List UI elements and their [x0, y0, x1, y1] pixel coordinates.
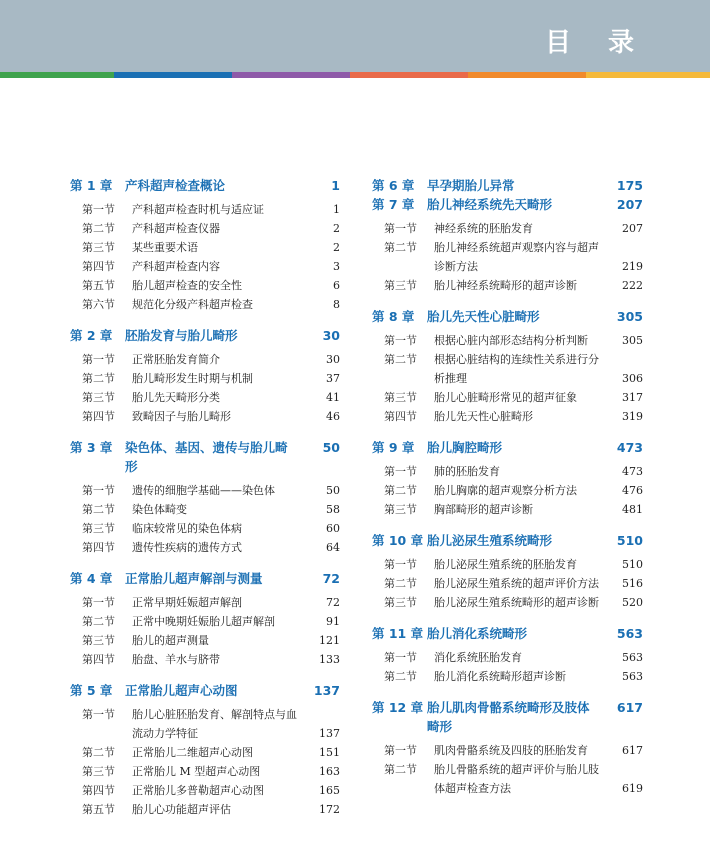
- section-title: 肺的胚胎发育: [434, 465, 500, 478]
- section-row: [70, 350, 340, 369]
- section-page: 58: [326, 503, 340, 516]
- section-row: [372, 648, 643, 667]
- chapter-page: 50: [322, 440, 340, 455]
- section-title: 胎儿泌尿生殖系统畸形的超声诊断: [434, 596, 599, 609]
- section-number: 第三节: [384, 503, 417, 516]
- chapter-title: 胎儿胸腔畸形: [427, 440, 503, 455]
- section-row: [372, 350, 643, 388]
- section-title: 染色体畸变: [132, 503, 187, 516]
- section-number: 第四节: [384, 410, 417, 423]
- section-page: 30: [326, 353, 340, 366]
- chapter-page: 72: [322, 571, 340, 586]
- section-page: 72: [326, 596, 340, 609]
- toc-left-column: [70, 176, 340, 831]
- toc-right-column: [372, 176, 643, 810]
- section-title: 正常早期妊娠超声解剖: [132, 596, 242, 609]
- section-number: 第四节: [82, 653, 115, 666]
- chapter-page: 617: [616, 700, 643, 715]
- chapter-block: [372, 698, 643, 798]
- section-page: 91: [326, 615, 340, 628]
- section-row: [372, 219, 643, 238]
- section-row: [70, 257, 340, 276]
- section-row: [70, 612, 340, 631]
- chapter-page: 563: [616, 626, 643, 641]
- section-title: 胎儿神经系统畸形的超声诊断: [434, 279, 577, 292]
- section-row: [70, 705, 340, 743]
- section-row: [70, 631, 340, 650]
- stripe-segment: [468, 72, 586, 78]
- section-page: 151: [319, 746, 340, 759]
- section-number: 第一节: [82, 353, 115, 366]
- chapter-page: 175: [616, 178, 643, 193]
- section-page: 2: [333, 241, 340, 254]
- chapter-page: 1: [331, 178, 340, 193]
- section-page: 137: [319, 727, 340, 740]
- section-page: 41: [326, 391, 340, 404]
- chapter-block: [372, 531, 643, 612]
- section-row: [70, 219, 340, 238]
- chapter-page: 137: [313, 683, 340, 698]
- section-number: 第二节: [384, 484, 417, 497]
- section-title: 胎儿先天性心脏畸形: [434, 410, 533, 423]
- section-row: [70, 593, 340, 612]
- section-title: 胎儿神经系统超声观察内容与超声诊断方法: [434, 241, 599, 273]
- section-number: 第二节: [82, 372, 115, 385]
- section-page: 563: [622, 670, 643, 683]
- section-title: 根据心脏结构的连续性关系进行分析推理: [434, 353, 599, 385]
- section-page: 473: [622, 465, 643, 478]
- chapter-heading: [70, 681, 340, 700]
- section-title: 产科超声检查内容: [132, 260, 220, 273]
- section-page: 3: [333, 260, 340, 273]
- section-number: 第三节: [82, 634, 115, 647]
- chapter-heading: [372, 531, 643, 550]
- chapter-heading: [372, 176, 643, 195]
- section-title: 胎儿心脏胚胎发育、解剖特点与血流动力学特征: [132, 708, 297, 740]
- section-page: 50: [326, 484, 340, 497]
- chapter-block: [372, 195, 643, 295]
- section-page: 219: [622, 260, 643, 273]
- section-page: 481: [622, 503, 643, 516]
- section-title: 胎儿消化系统畸形超声诊断: [434, 670, 566, 683]
- section-page: 8: [333, 298, 340, 311]
- section-page: 1: [333, 203, 340, 216]
- section-row: [70, 762, 340, 781]
- section-title: 胎儿心脏畸形常见的超声征象: [434, 391, 577, 404]
- section-page: 165: [319, 784, 340, 797]
- chapter-title: 胎儿神经系统先天畸形: [427, 197, 553, 212]
- section-title: 胎儿畸形发生时期与机制: [132, 372, 253, 385]
- chapter-page: 510: [616, 533, 643, 548]
- chapter-block: [70, 326, 340, 426]
- section-row: [372, 238, 643, 276]
- header-banner: [0, 0, 710, 72]
- section-page: 6: [333, 279, 340, 292]
- chapter-title: 胎儿泌尿生殖系统畸形: [427, 533, 553, 548]
- section-row: [372, 500, 643, 519]
- section-row: [70, 743, 340, 762]
- section-row: [70, 407, 340, 426]
- section-row: [372, 407, 643, 426]
- chapter-number: 第 7 章: [372, 197, 415, 212]
- section-title: 胎盘、羊水与脐带: [132, 653, 220, 666]
- section-number: 第一节: [82, 203, 115, 216]
- section-number: 第三节: [384, 279, 417, 292]
- chapter-title: 胚胎发育与胎儿畸形: [125, 328, 238, 343]
- section-title: 正常胚胎发育简介: [132, 353, 220, 366]
- section-row: [70, 276, 340, 295]
- section-number: 第四节: [82, 541, 115, 554]
- chapter-block: [372, 176, 643, 195]
- section-row: [70, 650, 340, 669]
- section-number: 第一节: [384, 744, 417, 757]
- section-page: 133: [319, 653, 340, 666]
- section-row: [70, 781, 340, 800]
- chapter-number: 第 10 章: [372, 533, 424, 548]
- section-number: 第三节: [82, 391, 115, 404]
- section-page: 163: [319, 765, 340, 778]
- section-page: 319: [622, 410, 643, 423]
- chapter-number: 第 6 章: [372, 178, 415, 193]
- section-row: [70, 500, 340, 519]
- section-row: [70, 238, 340, 257]
- section-page: 563: [622, 651, 643, 664]
- chapter-block: [372, 307, 643, 426]
- section-title: 胎儿先天畸形分类: [132, 391, 220, 404]
- section-number: 第三节: [82, 522, 115, 535]
- section-number: 第三节: [82, 241, 115, 254]
- section-row: [70, 538, 340, 557]
- chapter-number: 第 8 章: [372, 309, 415, 324]
- section-page: 222: [622, 279, 643, 292]
- section-number: 第一节: [82, 596, 115, 609]
- section-number: 第一节: [384, 558, 417, 571]
- section-row: [70, 200, 340, 219]
- chapter-heading: [70, 438, 340, 476]
- section-title: 致畸因子与胎儿畸形: [132, 410, 231, 423]
- section-number: 第四节: [82, 410, 115, 423]
- section-title: 正常中晚期妊娠胎儿超声解剖: [132, 615, 275, 628]
- section-page: 37: [326, 372, 340, 385]
- chapter-heading: [372, 195, 643, 214]
- section-number: 第一节: [384, 222, 417, 235]
- section-title: 正常胎儿多普勒超声心动图: [132, 784, 264, 797]
- chapter-block: [372, 624, 643, 686]
- section-number: 第四节: [82, 784, 115, 797]
- chapter-heading: [372, 698, 643, 736]
- section-page: 520: [622, 596, 643, 609]
- chapter-title: 胎儿肌肉骨骼系统畸形及肢体畸形: [427, 700, 590, 734]
- section-title: 正常胎儿 M 型超声心动图: [132, 765, 261, 778]
- section-row: [372, 593, 643, 612]
- chapter-number: 第 3 章: [70, 440, 113, 455]
- section-page: 510: [622, 558, 643, 571]
- chapter-block: [70, 681, 340, 819]
- stripe-segment: [0, 72, 114, 78]
- chapter-number: 第 12 章: [372, 700, 424, 715]
- section-title: 产科超声检查仪器: [132, 222, 220, 235]
- chapter-page: 473: [616, 440, 643, 455]
- chapter-number: 第 9 章: [372, 440, 415, 455]
- chapter-number: 第 5 章: [70, 683, 113, 698]
- section-title: 遗传性疾病的遗传方式: [132, 541, 242, 554]
- section-row: [372, 574, 643, 593]
- section-row: [372, 741, 643, 760]
- chapter-page: 207: [616, 197, 643, 212]
- section-number: 第一节: [82, 708, 115, 721]
- section-number: 第四节: [82, 260, 115, 273]
- section-page: 2: [333, 222, 340, 235]
- section-number: 第二节: [384, 577, 417, 590]
- section-title: 肌肉骨骼系统及四肢的胚胎发育: [434, 744, 588, 757]
- section-title: 胎儿泌尿生殖系统的胚胎发育: [434, 558, 577, 571]
- section-page: 207: [622, 222, 643, 235]
- chapter-number: 第 1 章: [70, 178, 113, 193]
- chapter-title: 早孕期胎儿异常: [427, 178, 515, 193]
- section-title: 正常胎儿二维超声心动图: [132, 746, 253, 759]
- section-title: 胎儿胸廓的超声观察分析方法: [434, 484, 577, 497]
- chapter-block: [372, 438, 643, 519]
- section-page: 516: [622, 577, 643, 590]
- section-number: 第二节: [82, 615, 115, 628]
- section-title: 根据心脏内部形态结构分析判断: [434, 334, 588, 347]
- chapter-block: [70, 438, 340, 557]
- page-title: 目 录: [544, 28, 648, 58]
- section-title: 临床较常见的染色体病: [132, 522, 242, 535]
- section-number: 第一节: [82, 484, 115, 497]
- section-number: 第一节: [384, 465, 417, 478]
- section-page: 172: [319, 803, 340, 816]
- section-title: 产科超声检查时机与适应证: [132, 203, 264, 216]
- chapter-number: 第 2 章: [70, 328, 113, 343]
- section-row: [372, 481, 643, 500]
- chapter-number: 第 11 章: [372, 626, 424, 641]
- section-row: [372, 388, 643, 407]
- section-row: [372, 331, 643, 350]
- color-stripe: [0, 72, 710, 78]
- section-row: [372, 462, 643, 481]
- chapter-heading: [372, 624, 643, 643]
- section-row: [70, 481, 340, 500]
- section-page: 121: [319, 634, 340, 647]
- section-number: 第一节: [384, 651, 417, 664]
- chapter-block: [70, 569, 340, 669]
- chapter-page: 305: [616, 309, 643, 324]
- section-number: 第二节: [82, 503, 115, 516]
- section-row: [70, 800, 340, 819]
- section-row: [70, 519, 340, 538]
- section-row: [70, 388, 340, 407]
- stripe-segment: [586, 72, 710, 78]
- chapter-number: 第 4 章: [70, 571, 113, 586]
- section-number: 第二节: [384, 353, 417, 366]
- section-title: 规范化分级产科超声检查: [132, 298, 253, 311]
- section-title: 胎儿泌尿生殖系统的超声评价方法: [434, 577, 599, 590]
- stripe-segment: [350, 72, 468, 78]
- chapter-title: 产科超声检查概论: [125, 178, 226, 193]
- section-page: 306: [622, 372, 643, 385]
- section-number: 第五节: [82, 803, 115, 816]
- section-page: 619: [622, 782, 643, 795]
- chapter-heading: [70, 326, 340, 345]
- section-number: 第二节: [384, 670, 417, 683]
- section-number: 第二节: [384, 763, 417, 776]
- chapter-heading: [70, 569, 340, 588]
- section-number: 第五节: [82, 279, 115, 292]
- chapter-title: 胎儿先天性心脏畸形: [427, 309, 540, 324]
- section-number: 第二节: [82, 746, 115, 759]
- section-number: 第三节: [384, 391, 417, 404]
- section-title: 消化系统胚胎发育: [434, 651, 522, 664]
- chapter-title: 正常胎儿超声解剖与测量: [125, 571, 263, 586]
- section-title: 神经系统的胚胎发育: [434, 222, 533, 235]
- section-number: 第三节: [82, 765, 115, 778]
- section-title: 某些重要术语: [132, 241, 198, 254]
- stripe-segment: [114, 72, 232, 78]
- chapter-title: 正常胎儿超声心动图: [125, 683, 238, 698]
- section-title: 遗传的细胞学基础——染色体: [132, 484, 275, 497]
- chapter-title: 染色体、基因、遗传与胎儿畸形: [125, 440, 288, 474]
- section-page: 305: [622, 334, 643, 347]
- chapter-heading: [372, 438, 643, 457]
- chapter-heading: [70, 176, 340, 195]
- section-title: 胎儿超声检查的安全性: [132, 279, 242, 292]
- section-title: 胸部畸形的超声诊断: [434, 503, 533, 516]
- section-title: 胎儿骨骼系统的超声评价与胎儿肢体超声检查方法: [434, 763, 599, 795]
- section-number: 第二节: [82, 222, 115, 235]
- section-page: 64: [326, 541, 340, 554]
- section-number: 第二节: [384, 241, 417, 254]
- section-page: 617: [622, 744, 643, 757]
- section-page: 476: [622, 484, 643, 497]
- section-row: [70, 369, 340, 388]
- chapter-block: [70, 176, 340, 314]
- section-page: 46: [326, 410, 340, 423]
- stripe-segment: [232, 72, 350, 78]
- section-row: [372, 555, 643, 574]
- section-row: [372, 667, 643, 686]
- section-page: 317: [622, 391, 643, 404]
- section-page: 60: [326, 522, 340, 535]
- section-number: 第六节: [82, 298, 115, 311]
- section-title: 胎儿的超声测量: [132, 634, 209, 647]
- chapter-title: 胎儿消化系统畸形: [427, 626, 528, 641]
- section-title: 胎儿心功能超声评估: [132, 803, 231, 816]
- chapter-heading: [372, 307, 643, 326]
- section-number: 第三节: [384, 596, 417, 609]
- section-row: [372, 276, 643, 295]
- section-row: [372, 760, 643, 798]
- section-row: [70, 295, 340, 314]
- chapter-page: 30: [322, 328, 340, 343]
- section-number: 第一节: [384, 334, 417, 347]
